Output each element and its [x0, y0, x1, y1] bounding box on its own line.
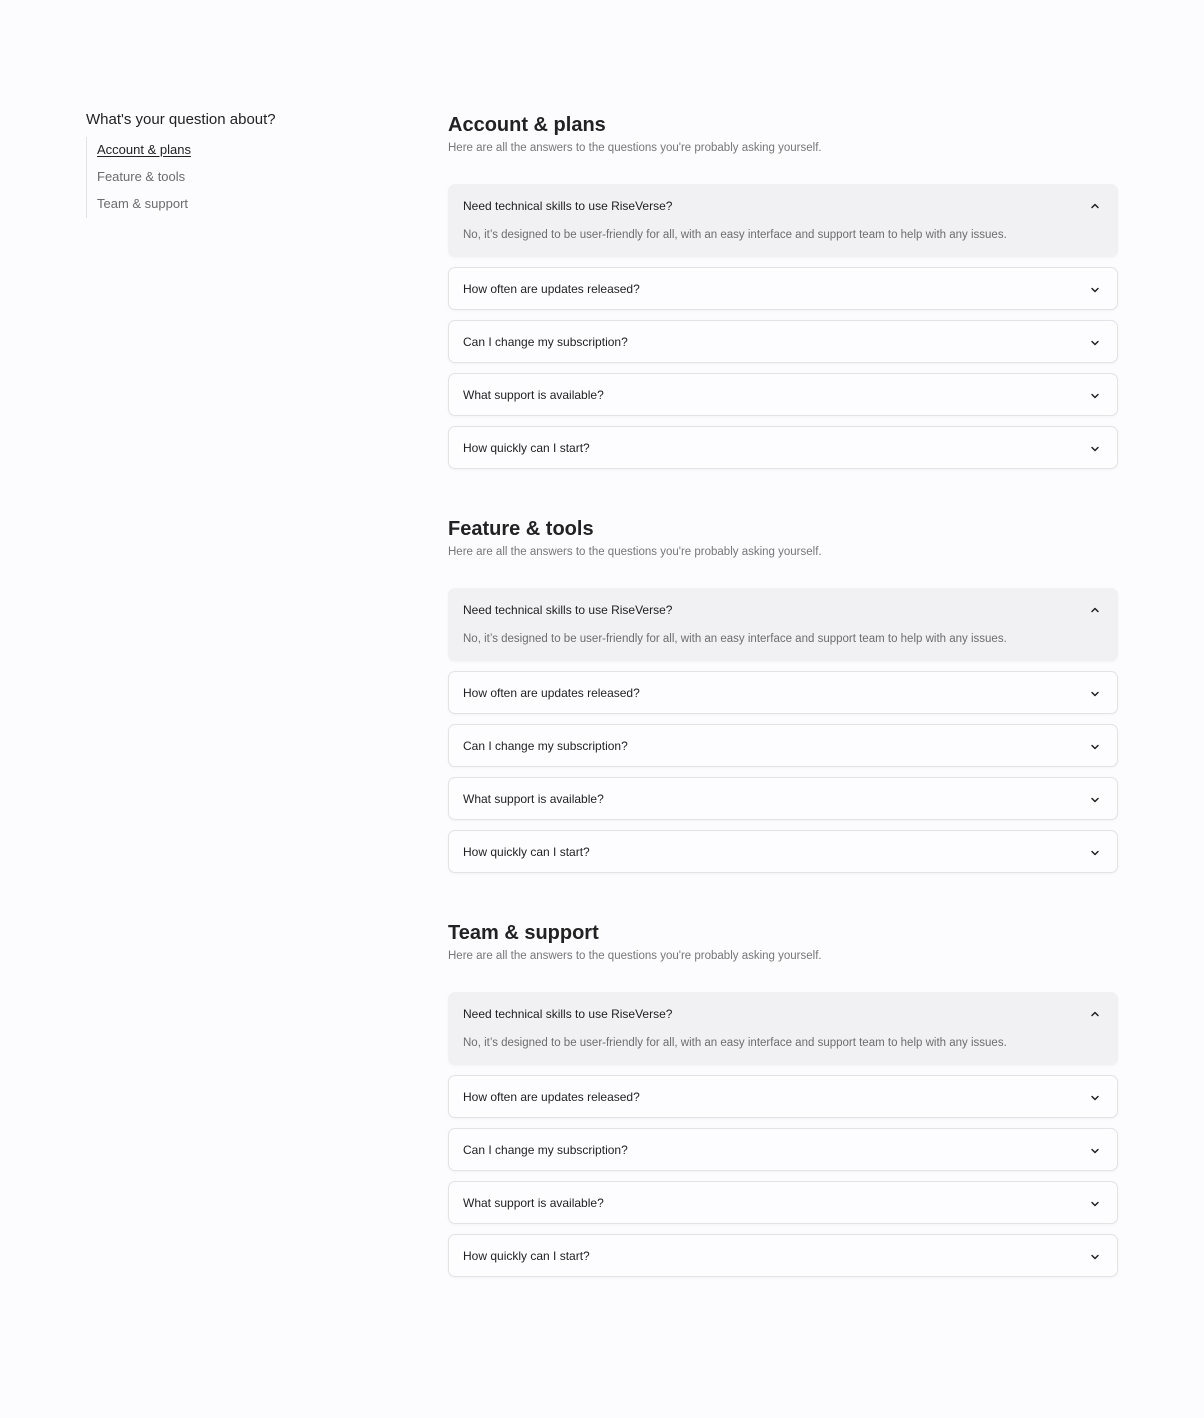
chevron-down-icon[interactable]	[1089, 336, 1101, 348]
faq-item[interactable]	[448, 992, 1118, 1065]
faq-item[interactable]	[448, 1234, 1118, 1277]
faq-question: What support is available?	[463, 388, 604, 402]
faq-question: Can I change my subscription?	[463, 335, 628, 349]
section-subtitle: Here are all the answers to the questions you're probably asking yourself.	[448, 546, 822, 558]
faq-item[interactable]	[448, 373, 1118, 416]
chevron-down-icon[interactable]	[1089, 283, 1101, 295]
chevron-down-icon[interactable]	[1089, 1144, 1101, 1156]
faq-item[interactable]	[448, 830, 1118, 873]
faq-item[interactable]	[448, 184, 1118, 257]
sidebar-item-account-plans[interactable]: Account & plans	[97, 142, 191, 157]
section-title: Feature & tools	[448, 518, 594, 540]
faq-section	[448, 920, 1118, 1324]
faq-list	[448, 588, 1118, 873]
chevron-down-icon[interactable]	[1089, 846, 1101, 858]
faq-question: What support is available?	[463, 792, 604, 806]
faq-section	[448, 112, 1118, 516]
faq-item[interactable]	[448, 320, 1118, 363]
chevron-down-icon[interactable]	[1089, 1091, 1101, 1103]
faq-item[interactable]	[448, 724, 1118, 767]
faq-item[interactable]	[448, 267, 1118, 310]
faq-question: How often are updates released?	[463, 686, 640, 700]
faq-item[interactable]	[448, 671, 1118, 714]
faq-item[interactable]	[448, 1128, 1118, 1171]
chevron-down-icon[interactable]	[1089, 687, 1101, 699]
faq-content	[448, 112, 1118, 1324]
sidebar-item-feature-tools[interactable]: Feature & tools	[97, 169, 186, 184]
faq-section	[448, 516, 1118, 920]
faq-question: How quickly can I start?	[463, 441, 590, 455]
faq-question: Can I change my subscription?	[463, 739, 628, 753]
faq-answer: No, it’s designed to be user-friendly for all, with an easy interface and support team to help with any issues.	[463, 229, 1007, 241]
faq-question: How quickly can I start?	[463, 1249, 590, 1263]
faq-answer: No, it’s designed to be user-friendly for all, with an easy interface and support team to help with any issues.	[463, 633, 1007, 645]
chevron-down-icon[interactable]	[1089, 793, 1101, 805]
chevron-down-icon[interactable]	[1089, 442, 1101, 454]
chevron-up-icon[interactable]	[1089, 603, 1101, 615]
faq-question: How often are updates released?	[463, 282, 640, 296]
faq-question: Need technical skills to use RiseVerse?	[463, 603, 673, 617]
chevron-up-icon[interactable]	[1089, 199, 1101, 211]
faq-item[interactable]	[448, 1181, 1118, 1224]
chevron-down-icon[interactable]	[1089, 389, 1101, 401]
faq-question: How quickly can I start?	[463, 845, 590, 859]
faq-list	[448, 184, 1118, 469]
chevron-down-icon[interactable]	[1089, 740, 1101, 752]
faq-item[interactable]	[448, 777, 1118, 820]
faq-question: Need technical skills to use RiseVerse?	[463, 199, 673, 213]
faq-answer: No, it’s designed to be user-friendly for all, with an easy interface and support team to help with any issues.	[463, 1037, 1007, 1049]
section-title: Team & support	[448, 922, 599, 944]
faq-question: How often are updates released?	[463, 1090, 640, 1104]
chevron-down-icon[interactable]	[1089, 1197, 1101, 1209]
faq-question: Can I change my subscription?	[463, 1143, 628, 1157]
chevron-down-icon[interactable]	[1089, 1250, 1101, 1262]
faq-item[interactable]	[448, 426, 1118, 469]
section-title: Account & plans	[448, 114, 606, 136]
section-subtitle: Here are all the answers to the questions you're probably asking yourself.	[448, 142, 822, 154]
sidebar-item-team-support[interactable]: Team & support	[97, 196, 189, 211]
faq-item[interactable]	[448, 588, 1118, 661]
chevron-up-icon[interactable]	[1089, 1007, 1101, 1019]
faq-question: Need technical skills to use RiseVerse?	[463, 1007, 673, 1021]
faq-question: What support is available?	[463, 1196, 604, 1210]
sidebar-title: What's your question about?	[86, 111, 276, 128]
faq-list	[448, 992, 1118, 1277]
sidebar-nav	[86, 137, 346, 218]
faq-item[interactable]	[448, 1075, 1118, 1118]
section-subtitle: Here are all the answers to the questions you're probably asking yourself.	[448, 950, 822, 962]
sidebar	[86, 110, 346, 218]
